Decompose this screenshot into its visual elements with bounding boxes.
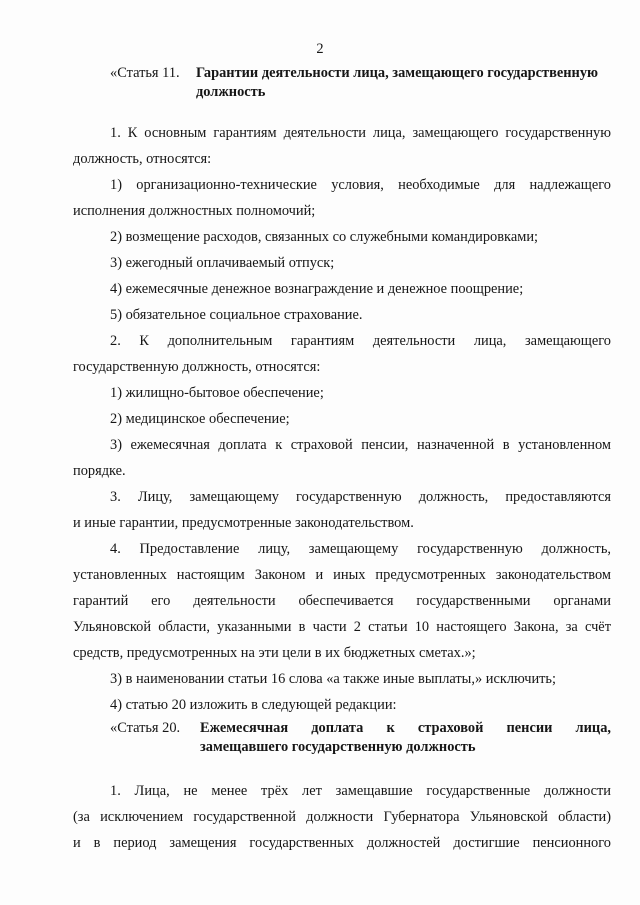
paragraph-line: 2. К дополнительным гарантиям деятельности лица, замещающего [110, 333, 611, 349]
paragraph-line: 1) жилищно-бытовое обеспечение; [110, 385, 324, 401]
article-20-label: «Статья 20. [110, 720, 181, 736]
paragraph-line: 3) ежемесячная доплата к страховой пенсии, назначенной в установленном [110, 437, 611, 453]
paragraph-line: Ульяновской области, указанными в части 2 статьи 10 настоящего Закона, за счёт [73, 619, 611, 635]
paragraph-line: исполнения должностных полномочий; [73, 203, 316, 219]
paragraph-line: установленных настоящим Законом и иных предусмотренных законодательством [73, 567, 611, 583]
paragraph-line: 4) ежемесячные денежное вознаграждение и денежное поощрение; [110, 281, 524, 297]
article-11-title-line-2: должность [196, 84, 266, 100]
paragraph-line: 2) медицинское обеспечение; [110, 411, 290, 427]
paragraph-line: 3) в наименовании статьи 16 слова «а также иные выплаты,» исключить; [110, 671, 556, 687]
paragraph-line: 2) возмещение расходов, связанных со служебными командировками; [110, 229, 539, 245]
article-11-label: «Статья 11. [110, 65, 180, 81]
page-number: 2 [316, 41, 324, 57]
paragraph-line: 1) организационно-технические условия, необходимые для надлежащего [110, 177, 611, 193]
paragraph-line: гарантий его деятельности обеспечивается государственными органами [73, 593, 611, 609]
article-20-title-line-1: Ежемесячная доплата к страховой пенсии лица, [200, 720, 611, 736]
paragraph-line: 5) обязательное социальное страхование. [110, 307, 363, 323]
article-20-title-line-2: замещавшего государственную должность [200, 739, 476, 755]
paragraph-line: 4. Предоставление лицу, замещающему государственную должность, [110, 541, 611, 557]
paragraph-line: и иные гарантии, предусмотренные законодательством. [73, 515, 414, 531]
paragraph-line: 3. Лицу, замещающему государственную должность, предоставляются [110, 489, 611, 505]
paragraph-line: и в период замещения государственных должностей достигшие пенсионного [73, 835, 611, 851]
paragraph-line: порядке. [73, 463, 126, 479]
article-11-title-line-1: Гарантии деятельности лица, замещающего государственную [196, 65, 599, 81]
paragraph-line: 3) ежегодный оплачиваемый отпуск; [110, 255, 335, 271]
paragraph-line: средств, предусмотренных на эти цели в их бюджетных сметах.»; [73, 645, 476, 661]
paragraph-line: 1. Лица, не менее трёх лет замещавшие государственные должности [110, 783, 611, 799]
paragraph-line: 4) статью 20 изложить в следующей редакции: [110, 697, 397, 713]
paragraph-line: (за исключением государственной должности Губернатора Ульяновской области) [73, 809, 611, 825]
paragraph-line: 1. К основным гарантиям деятельности лица, замещающего государственную [110, 125, 611, 141]
paragraph-line: государственную должность, относятся: [73, 359, 321, 375]
paragraph-line: должность, относятся: [73, 151, 212, 167]
